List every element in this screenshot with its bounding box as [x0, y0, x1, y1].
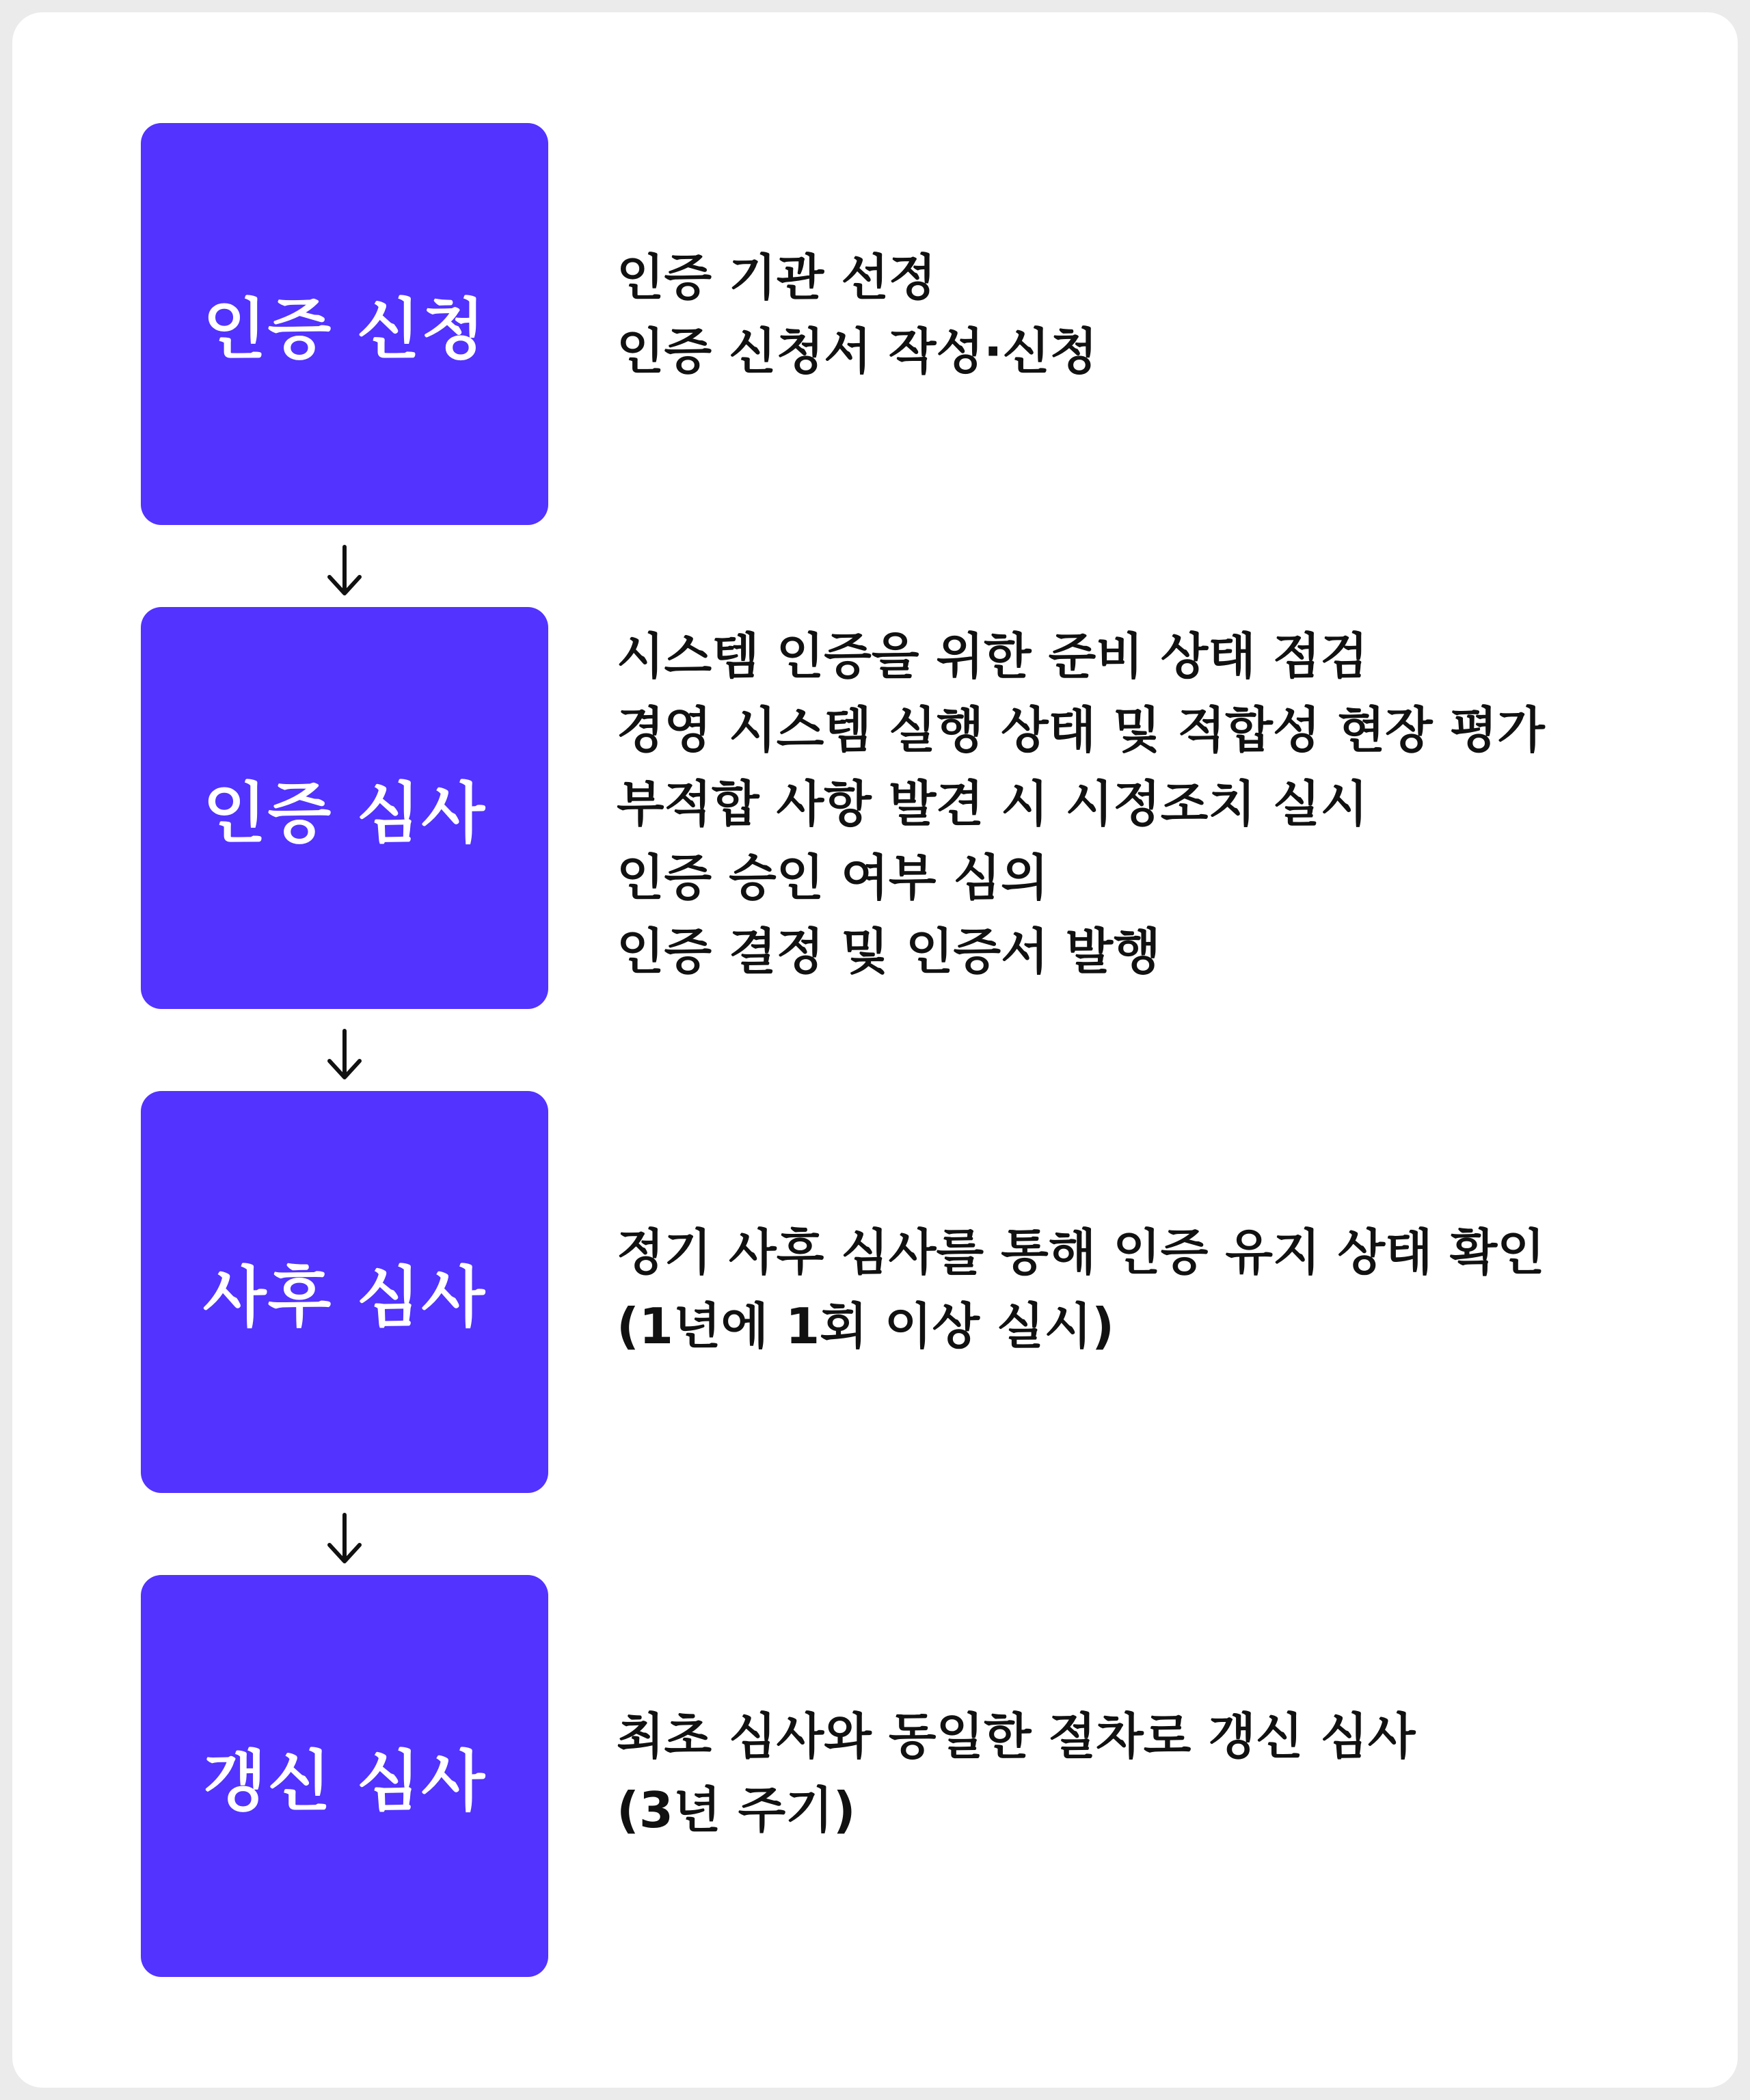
step-title: 인증 심사 — [202, 775, 487, 852]
step-box-surveillance — [141, 1091, 548, 1493]
description-line: 최초 심사와 동일한 절차로 갱신 심사 — [617, 1708, 1416, 1765]
step-description-surveillance — [617, 1215, 1683, 1363]
description-line: 부적합 사항 발견 시 시정조치 실시 — [617, 775, 1369, 833]
step-description-audit — [617, 619, 1683, 988]
description-line: 인증 기관 선정 — [617, 249, 937, 306]
step-title: 인증 신청 — [202, 291, 487, 368]
step-description-renewal — [617, 1699, 1683, 1847]
step-title: 사후 심사 — [202, 1258, 487, 1336]
step-title: 갱신 심사 — [202, 1742, 487, 1820]
step-box-application — [141, 123, 548, 525]
description-line: (3년 주기) — [617, 1781, 856, 1839]
description-line: 정기 사후 심사를 통해 인증 유지 상태 확인 — [617, 1224, 1545, 1281]
arrow-down-icon — [324, 1512, 365, 1565]
step-box-renewal — [141, 1575, 548, 1977]
description-line: 인증 승인 여부 심의 — [617, 849, 1049, 906]
description-line: 시스템 인증을 위한 준비 상태 점검 — [617, 628, 1369, 685]
step-description-application — [617, 241, 1683, 388]
arrow-down-icon — [324, 1028, 365, 1081]
arrow-down-icon — [324, 544, 365, 597]
description-line: 인증 결정 및 인증서 발행 — [617, 923, 1161, 980]
description-line: (1년에 1회 이상 실시) — [617, 1297, 1115, 1355]
step-box-audit — [141, 607, 548, 1009]
description-line: 인증 신청서 작성·신청 — [617, 323, 1098, 380]
description-line: 경영 시스템 실행 상태 및 적합성 현장 평가 — [617, 701, 1545, 759]
